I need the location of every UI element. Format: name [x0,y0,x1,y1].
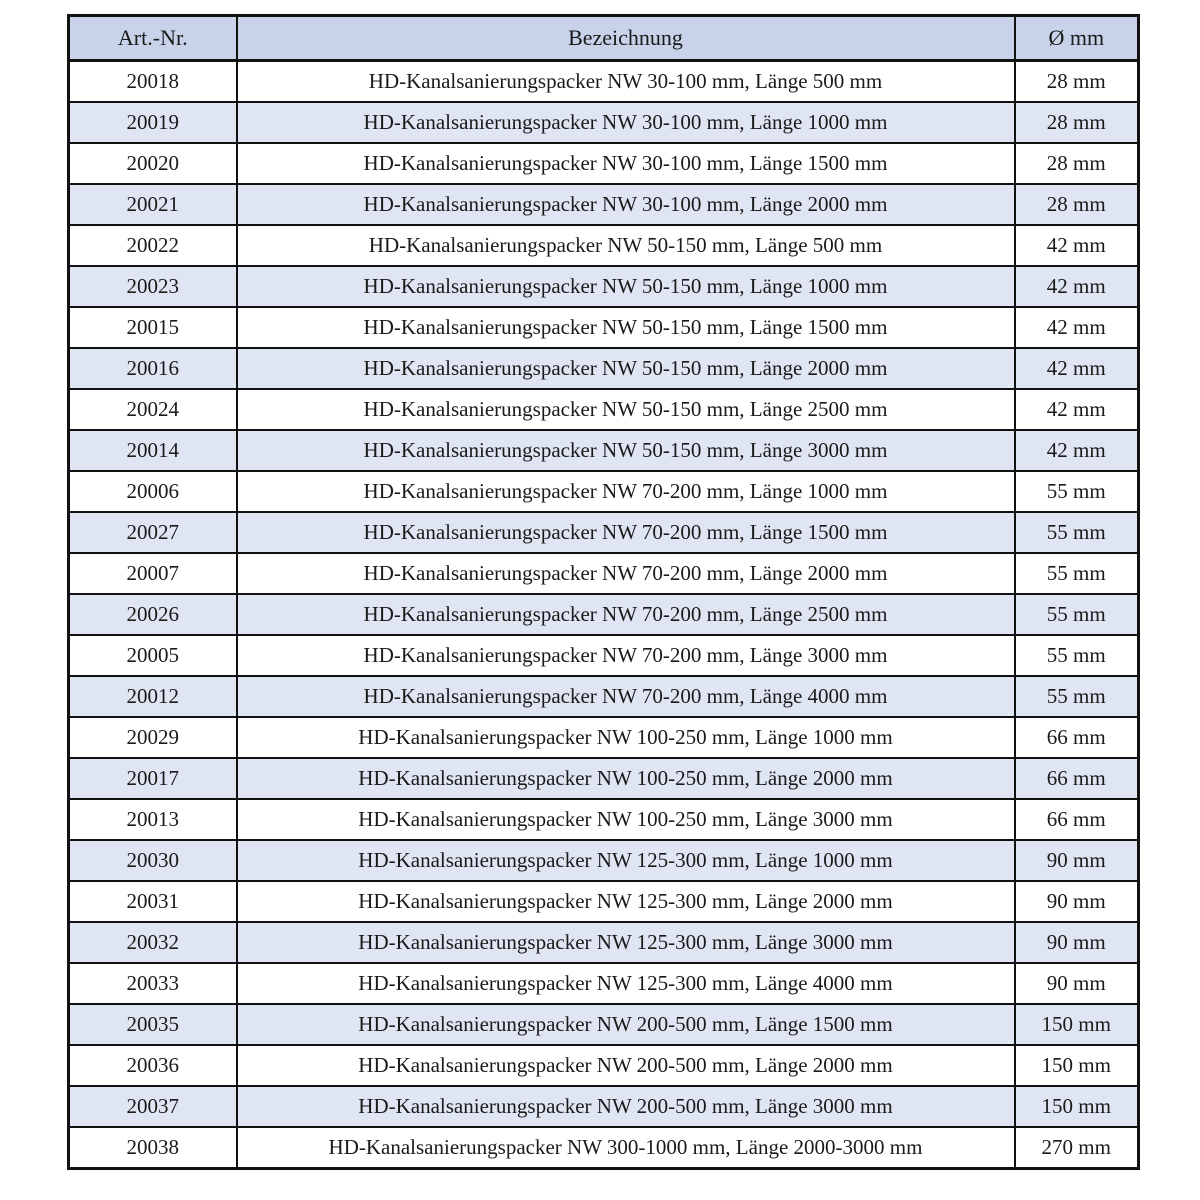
cell-art-nr: 20027 [69,512,237,553]
cell-durchmesser: 90 mm [1015,922,1139,963]
table-row [69,61,1139,103]
table-row [69,471,1139,512]
cell-bezeichnung: HD-Kanalsanierungspacker NW 200-500 mm, Länge 2000 mm [237,1045,1015,1086]
cell-art-nr: 20020 [69,143,237,184]
cell-durchmesser: 150 mm [1015,1045,1139,1086]
table-row [69,963,1139,1004]
cell-durchmesser: 28 mm [1015,102,1139,143]
table-row [69,758,1139,799]
table-row [69,553,1139,594]
table-row [69,594,1139,635]
cell-bezeichnung: HD-Kanalsanierungspacker NW 100-250 mm, Länge 3000 mm [237,799,1015,840]
cell-bezeichnung: HD-Kanalsanierungspacker NW 70-200 mm, Länge 2000 mm [237,553,1015,594]
cell-durchmesser: 66 mm [1015,758,1139,799]
cell-bezeichnung: HD-Kanalsanierungspacker NW 30-100 mm, Länge 1000 mm [237,102,1015,143]
cell-art-nr: 20033 [69,963,237,1004]
cell-art-nr: 20029 [69,717,237,758]
cell-bezeichnung: HD-Kanalsanierungspacker NW 70-200 mm, Länge 3000 mm [237,635,1015,676]
cell-art-nr: 20006 [69,471,237,512]
cell-bezeichnung: HD-Kanalsanierungspacker NW 70-200 mm, Länge 1500 mm [237,512,1015,553]
cell-durchmesser: 90 mm [1015,881,1139,922]
cell-durchmesser: 270 mm [1015,1127,1139,1169]
table-row [69,348,1139,389]
cell-art-nr: 20026 [69,594,237,635]
cell-durchmesser: 42 mm [1015,266,1139,307]
cell-durchmesser: 55 mm [1015,594,1139,635]
cell-art-nr: 20035 [69,1004,237,1045]
cell-bezeichnung: HD-Kanalsanierungspacker NW 50-150 mm, Länge 1500 mm [237,307,1015,348]
cell-durchmesser: 90 mm [1015,840,1139,881]
cell-art-nr: 20013 [69,799,237,840]
cell-bezeichnung: HD-Kanalsanierungspacker NW 70-200 mm, Länge 4000 mm [237,676,1015,717]
cell-durchmesser: 42 mm [1015,307,1139,348]
cell-bezeichnung: HD-Kanalsanierungspacker NW 125-300 mm, Länge 4000 mm [237,963,1015,1004]
table-row [69,922,1139,963]
cell-durchmesser: 150 mm [1015,1086,1139,1127]
cell-bezeichnung: HD-Kanalsanierungspacker NW 200-500 mm, Länge 1500 mm [237,1004,1015,1045]
cell-durchmesser: 55 mm [1015,676,1139,717]
cell-art-nr: 20017 [69,758,237,799]
cell-durchmesser: 55 mm [1015,553,1139,594]
table-row [69,1004,1139,1045]
cell-bezeichnung: HD-Kanalsanierungspacker NW 50-150 mm, Länge 2500 mm [237,389,1015,430]
table-row [69,266,1139,307]
table-row [69,1127,1139,1169]
table-row [69,1086,1139,1127]
cell-bezeichnung: HD-Kanalsanierungspacker NW 125-300 mm, Länge 1000 mm [237,840,1015,881]
cell-art-nr: 20018 [69,61,237,103]
cell-bezeichnung: HD-Kanalsanierungspacker NW 50-150 mm, Länge 2000 mm [237,348,1015,389]
cell-durchmesser: 90 mm [1015,963,1139,1004]
cell-art-nr: 20038 [69,1127,237,1169]
cell-bezeichnung: HD-Kanalsanierungspacker NW 100-250 mm, Länge 1000 mm [237,717,1015,758]
cell-art-nr: 20037 [69,1086,237,1127]
table-row [69,799,1139,840]
cell-art-nr: 20030 [69,840,237,881]
table-row [69,430,1139,471]
column-header-art-nr: Art.-Nr. [69,16,237,61]
cell-art-nr: 20036 [69,1045,237,1086]
table-row [69,102,1139,143]
cell-art-nr: 20022 [69,225,237,266]
table-row [69,389,1139,430]
table-row [69,676,1139,717]
cell-art-nr: 20016 [69,348,237,389]
table-row [69,1045,1139,1086]
cell-bezeichnung: HD-Kanalsanierungspacker NW 30-100 mm, Länge 2000 mm [237,184,1015,225]
cell-durchmesser: 150 mm [1015,1004,1139,1045]
cell-art-nr: 20019 [69,102,237,143]
cell-durchmesser: 42 mm [1015,348,1139,389]
cell-durchmesser: 42 mm [1015,430,1139,471]
cell-bezeichnung: HD-Kanalsanierungspacker NW 50-150 mm, Länge 3000 mm [237,430,1015,471]
cell-bezeichnung: HD-Kanalsanierungspacker NW 30-100 mm, Länge 500 mm [237,61,1015,103]
table-body [69,61,1139,1169]
cell-durchmesser: 66 mm [1015,799,1139,840]
table-row [69,184,1139,225]
cell-durchmesser: 28 mm [1015,184,1139,225]
cell-bezeichnung: HD-Kanalsanierungspacker NW 100-250 mm, Länge 2000 mm [237,758,1015,799]
table-row [69,225,1139,266]
cell-art-nr: 20032 [69,922,237,963]
table-row [69,512,1139,553]
cell-durchmesser: 66 mm [1015,717,1139,758]
table-row [69,143,1139,184]
cell-art-nr: 20023 [69,266,237,307]
cell-art-nr: 20007 [69,553,237,594]
cell-bezeichnung: HD-Kanalsanierungspacker NW 125-300 mm, Länge 3000 mm [237,922,1015,963]
cell-art-nr: 20015 [69,307,237,348]
cell-art-nr: 20014 [69,430,237,471]
table-row [69,307,1139,348]
cell-durchmesser: 42 mm [1015,225,1139,266]
header-row [69,16,1139,61]
cell-art-nr: 20024 [69,389,237,430]
cell-durchmesser: 42 mm [1015,389,1139,430]
cell-art-nr: 20031 [69,881,237,922]
cell-bezeichnung: HD-Kanalsanierungspacker NW 30-100 mm, Länge 1500 mm [237,143,1015,184]
table-row [69,717,1139,758]
cell-bezeichnung: HD-Kanalsanierungspacker NW 70-200 mm, Länge 1000 mm [237,471,1015,512]
cell-durchmesser: 28 mm [1015,143,1139,184]
cell-bezeichnung: HD-Kanalsanierungspacker NW 125-300 mm, Länge 2000 mm [237,881,1015,922]
cell-durchmesser: 55 mm [1015,471,1139,512]
column-header-bezeichnung: Bezeichnung [237,16,1015,61]
cell-art-nr: 20005 [69,635,237,676]
cell-bezeichnung: HD-Kanalsanierungspacker NW 200-500 mm, Länge 3000 mm [237,1086,1015,1127]
product-table [67,14,1140,1170]
cell-bezeichnung: HD-Kanalsanierungspacker NW 300-1000 mm, Länge 2000-3000 mm [237,1127,1015,1169]
table-row [69,635,1139,676]
table-row [69,840,1139,881]
table-row [69,881,1139,922]
cell-durchmesser: 55 mm [1015,635,1139,676]
cell-bezeichnung: HD-Kanalsanierungspacker NW 70-200 mm, Länge 2500 mm [237,594,1015,635]
cell-durchmesser: 28 mm [1015,61,1139,103]
cell-durchmesser: 55 mm [1015,512,1139,553]
cell-bezeichnung: HD-Kanalsanierungspacker NW 50-150 mm, Länge 500 mm [237,225,1015,266]
cell-bezeichnung: HD-Kanalsanierungspacker NW 50-150 mm, Länge 1000 mm [237,266,1015,307]
cell-art-nr: 20021 [69,184,237,225]
cell-art-nr: 20012 [69,676,237,717]
column-header-durchmesser: Ø mm [1015,16,1139,61]
